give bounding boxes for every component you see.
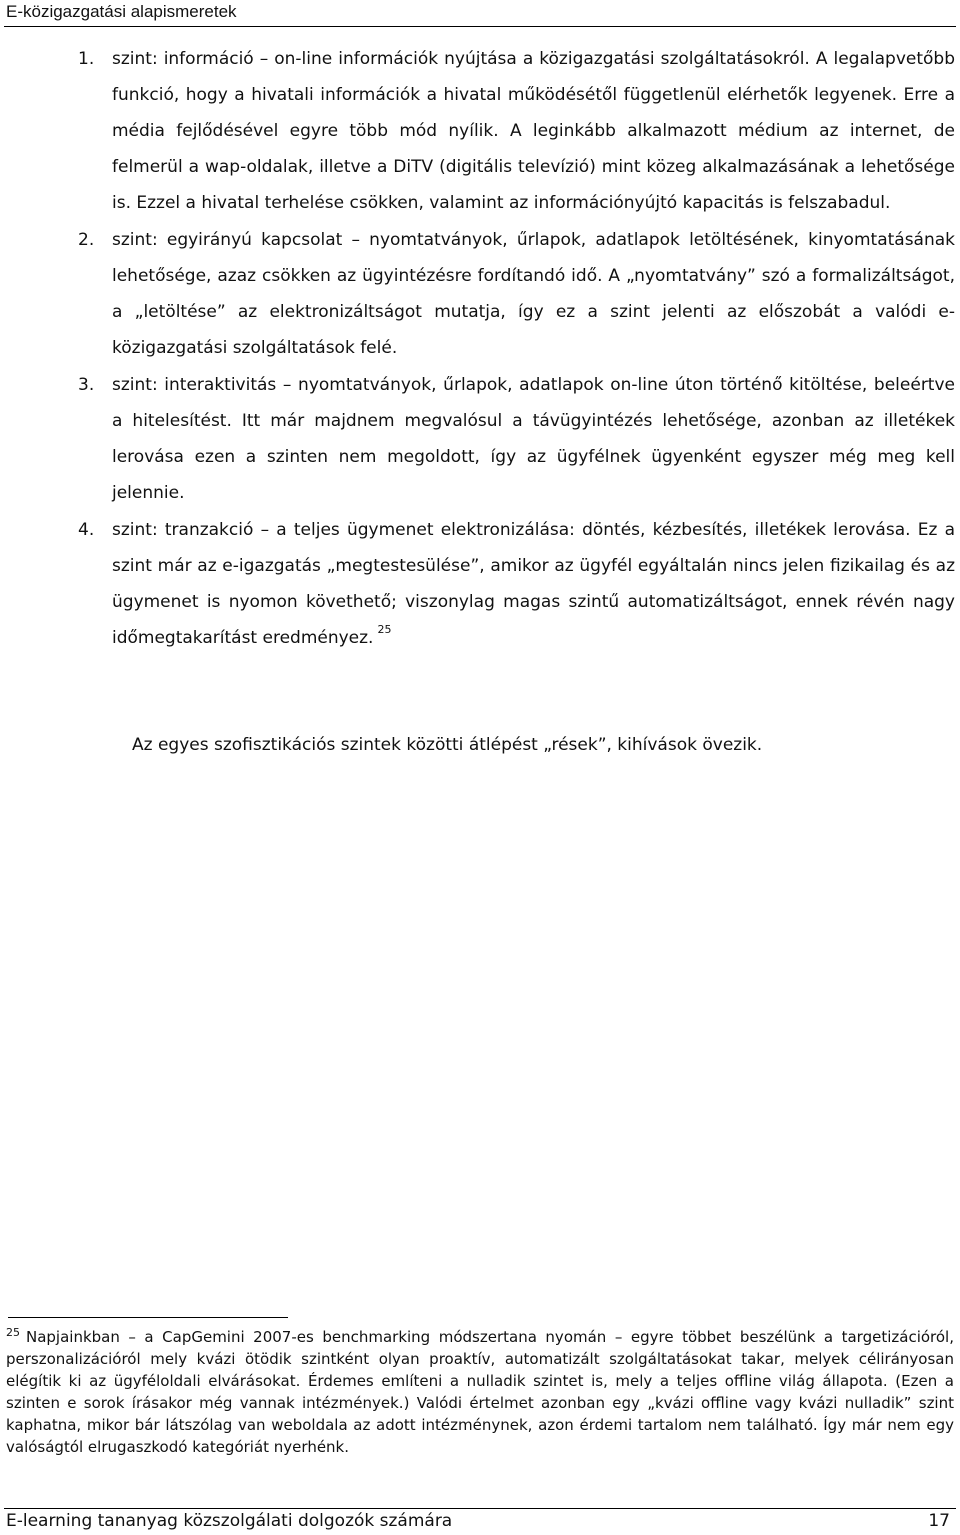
summary-paragraph: Az egyes szofisztikációs szintek közötti átlépést „rések”, kihívások övezik.: [132, 735, 763, 755]
sophistication-levels-list: [0, 41, 960, 657]
header-title: E-közigazgatási alapismeretek: [6, 2, 237, 21]
footnote-number: 25: [6, 1326, 20, 1339]
list-item-number: 2.: [78, 230, 95, 250]
page-header: [4, 0, 956, 27]
list-item-text: szint: információ – on-line információk nyújtása a közigazgatási szolgáltatásokról. A legalapvetőbb funkció, hogy a hivatali információk a hivatal működésétől függetlenül elérhetők legyenek. Erre a média fejlődésével egyre több mód nyílik. A leginkább alkalmazott médium az internet, de felmerül a wap-oldalak, illetve a DiTV (digitális televízió) mint közeg alkalmazásának a lehetősége is. Ezzel a hivatal terhelése csökken, valamint az információnyújtó kapacitás is felszabadul.: [112, 49, 955, 213]
list-item: [78, 222, 955, 366]
footnote-reference[interactable]: 25: [377, 623, 392, 636]
footnote-separator: [8, 1317, 288, 1318]
footnote-text: Napjainkban – a CapGemini 2007-es benchmarking módszertana nyomán – egyre többet beszélünk a targetizációról, perszonalizációról mely kvázi ötödik szintként olyan proaktív, automatizált szolgáltatásokat takar, melyek célirányosan elégítik ki az ügyféloldali elvárásokat. Érdemes említeni a nulladik szintet is, mely a teljes offline világ állapota. (Ezen a szinten e sorok írásakor még vannak intézmények.) Valódi értelmet azonban egy „kvázi offline vagy kvázi nulladik” szint kaphatna, mikor bár látszólag van weboldala az adott intézménynek, azon érdemi tartalom nem található. Így már nem egy valóságtól elrugaszkodó kategóriát nyerhénk.: [6, 1328, 954, 1456]
list-item-text: szint: interaktivitás – nyomtatványok, űrlapok, adatlapok on-line úton történő kitöltése, beleértve a hitelesítést. Itt már majdnem megvalósul a távügyintézés lehetősége, azonban az illetékek lerovása ezen a szinten nem megoldott, így az ügyfélnek ügyenként egyszer még meg kell jelennie.: [112, 375, 955, 503]
footnote: [6, 1326, 954, 1458]
list-item-number: 3.: [78, 375, 95, 395]
page-footer: [4, 1508, 956, 1535]
list-item-text: szint: egyirányú kapcsolat – nyomtatványok, űrlapok, adatlapok letöltésének, kinyomtatásának lehetősége, azaz csökken az ügyintézésre fordítandó idő. A „nyomtatvány” szó a formalizáltságot, a „letöltése” az elektronizáltságot mutatja, így ez a szint jelenti az előszobát a valódi e-közigazgatási szolgáltatások felé.: [112, 230, 955, 358]
page-number: 17: [928, 1511, 950, 1531]
list-item: [78, 367, 955, 511]
list-item-number: 1.: [78, 49, 95, 69]
list-item: [78, 41, 955, 221]
list-item: [78, 512, 955, 656]
list-item-text: szint: tranzakció – a teljes ügymenet elektronizálása: döntés, kézbesítés, illetékek lerovása. Ez a szint már az e-igazgatás „megtestesülése”, amikor az ügyfél egyáltalán nincs jelen fizikailag és az ügymenet is nyomon követhető; viszonylag magas szintű automatizáltságot, ennek révén nagy időmegtakarítást eredményez.: [112, 520, 955, 648]
list-item-number: 4.: [78, 520, 95, 540]
footer-text: E-learning tananyag közszolgálati dolgozók számára: [6, 1511, 453, 1531]
